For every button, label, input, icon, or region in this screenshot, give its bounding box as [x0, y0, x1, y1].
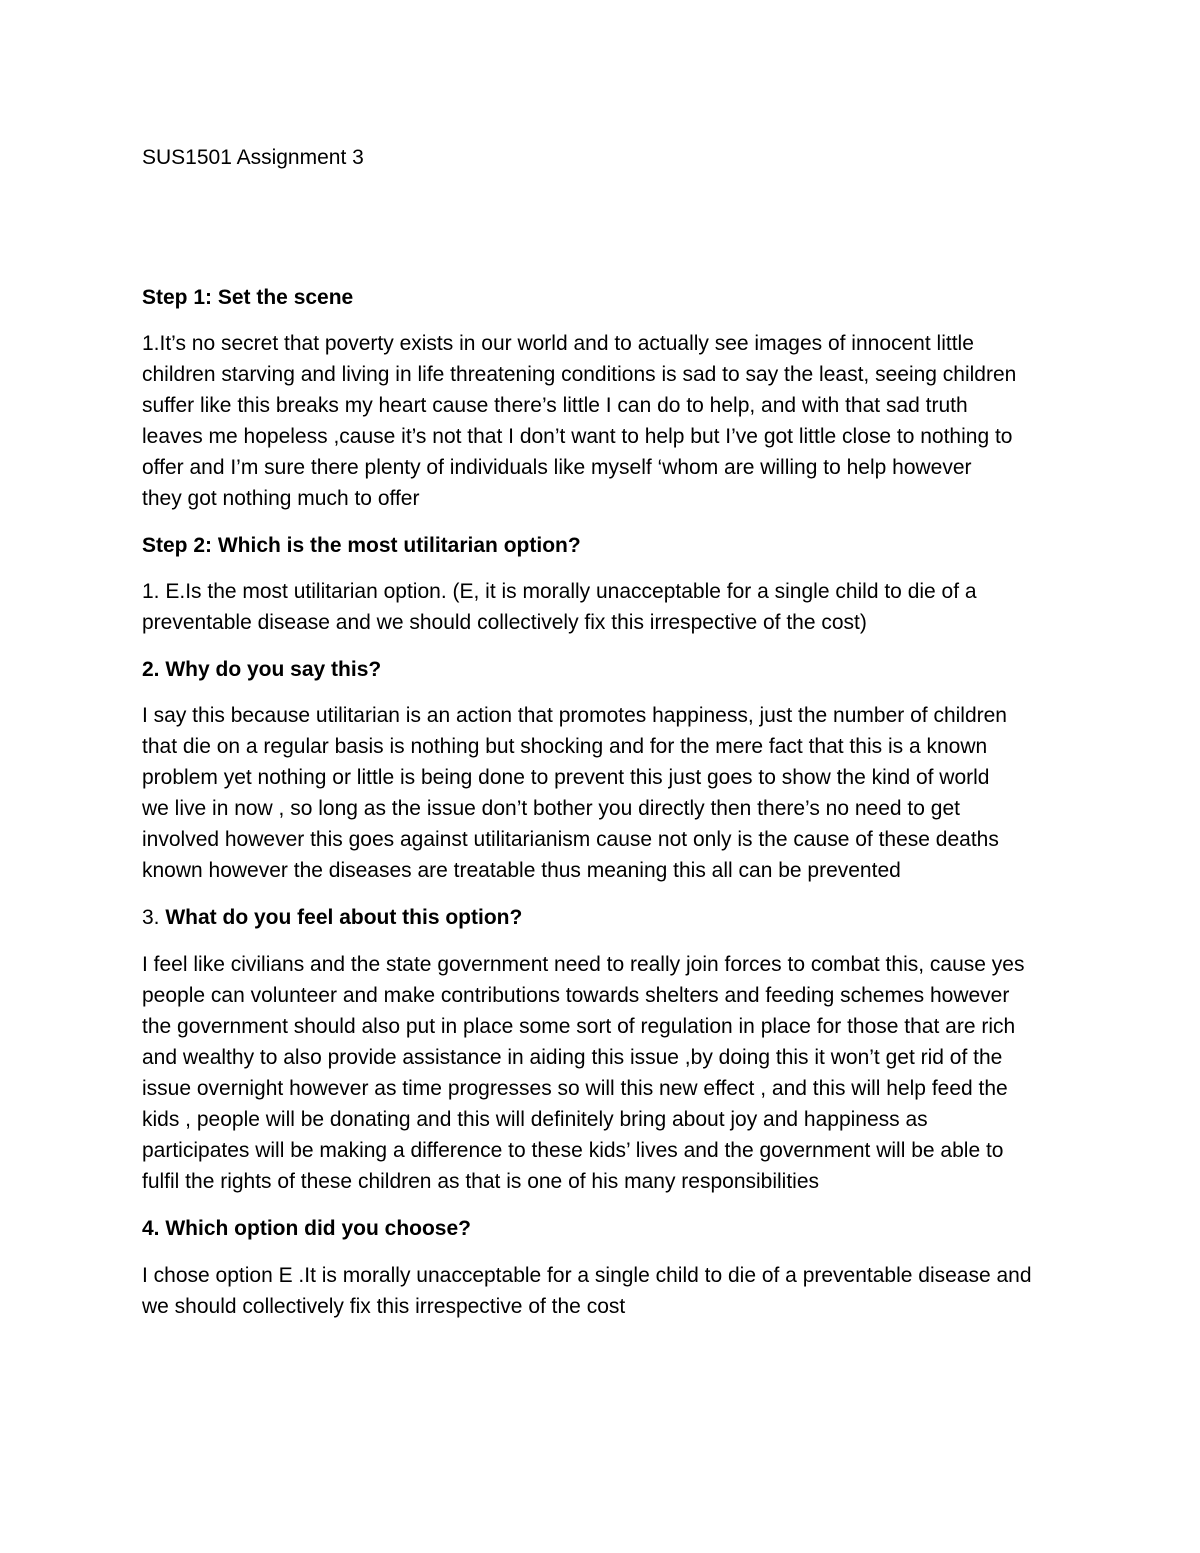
q4-paragraph	[142, 1260, 1072, 1322]
q3-heading	[142, 902, 1072, 933]
paragraph-line: I chose option E .It is morally unacceptable for a single child to die of a preventable disease and	[142, 1264, 1032, 1287]
q3-heading-number: 3.	[142, 906, 166, 929]
q2-paragraph	[142, 700, 1072, 886]
paragraph-line: offer and I’m sure there plenty of individuals like myself ‘whom are willing to help however	[142, 456, 972, 479]
paragraph-line: involved however this goes against utilitarianism cause not only is the cause of these deaths	[142, 828, 999, 851]
q3-heading-block	[142, 902, 1072, 933]
paragraph-line: 1. E.Is the most utilitarian option. (E, it is morally unacceptable for a single child to die of a	[142, 580, 977, 603]
step2-answer	[142, 576, 1072, 638]
paragraph-line: I say this because utilitarian is an action that promotes happiness, just the number of children	[142, 704, 1007, 727]
document-title: SUS1501 Assignment 3	[142, 146, 364, 169]
paragraph-line: children starving and living in life threatening conditions is sad to say the least, seeing children	[142, 363, 1017, 386]
paragraph-line: preventable disease and we should collectively fix this irrespective of the cost)	[142, 611, 867, 634]
q4-heading: 4. Which option did you choose?	[142, 1217, 471, 1240]
paragraph-line: participates will be making a difference to these kids’ lives and the government will be able to	[142, 1139, 1004, 1162]
paragraph-line: fulfil the rights of these children as that is one of his many responsibilities	[142, 1170, 820, 1193]
paragraph-line: that die on a regular basis is nothing but shocking and for the mere fact that this is a known	[142, 735, 988, 758]
step1-heading-block	[142, 282, 1072, 313]
q2-heading: 2. Why do you say this?	[142, 658, 382, 681]
paragraph-line: problem yet nothing or little is being done to prevent this just goes to show the kind of world	[142, 766, 990, 789]
paragraph-line: leaves me hopeless ,cause it’s not that I don’t want to help but I’ve got little close to nothing to	[142, 425, 1013, 448]
paragraph-line: known however the diseases are treatable thus meaning this all can be prevented	[142, 859, 901, 882]
q3-heading-text: What do you feel about this option?	[165, 906, 523, 929]
paragraph-line: we should collectively fix this irrespective of the cost	[142, 1295, 626, 1318]
paragraph-line: people can volunteer and make contributions towards shelters and feeding schemes however	[142, 984, 1010, 1007]
paragraph-line: and wealthy to also provide assistance in aiding this issue ,by doing this it won’t get rid of the	[142, 1046, 1003, 1069]
q2-heading-block	[142, 654, 1072, 685]
step2-heading-block	[142, 530, 1072, 561]
paragraph-line: they got nothing much to offer	[142, 487, 420, 510]
q4-heading-block	[142, 1213, 1072, 1244]
q3-paragraph	[142, 949, 1072, 1197]
step2-heading: Step 2: Which is the most utilitarian option?	[142, 534, 581, 557]
paragraph-line: I feel like civilians and the state government need to really join forces to combat this, cause yes	[142, 953, 1025, 976]
paragraph-line: issue overnight however as time progresses so will this new effect , and this will help feed the	[142, 1077, 1008, 1100]
paragraph-line: we live in now , so long as the issue don’t bother you directly then there’s no need to get	[142, 797, 960, 820]
paragraph-line: kids , people will be donating and this will definitely bring about joy and happiness as	[142, 1108, 928, 1131]
paragraph-line: 1.It’s no secret that poverty exists in our world and to actually see images of innocent little	[142, 332, 974, 355]
step1-paragraph	[142, 328, 1072, 514]
paragraph-line: suffer like this breaks my heart cause there’s little I can do to help, and with that sad truth	[142, 394, 968, 417]
step1-heading: Step 1: Set the scene	[142, 286, 354, 309]
paragraph-line: the government should also put in place some sort of regulation in place for those that are rich	[142, 1015, 1016, 1038]
